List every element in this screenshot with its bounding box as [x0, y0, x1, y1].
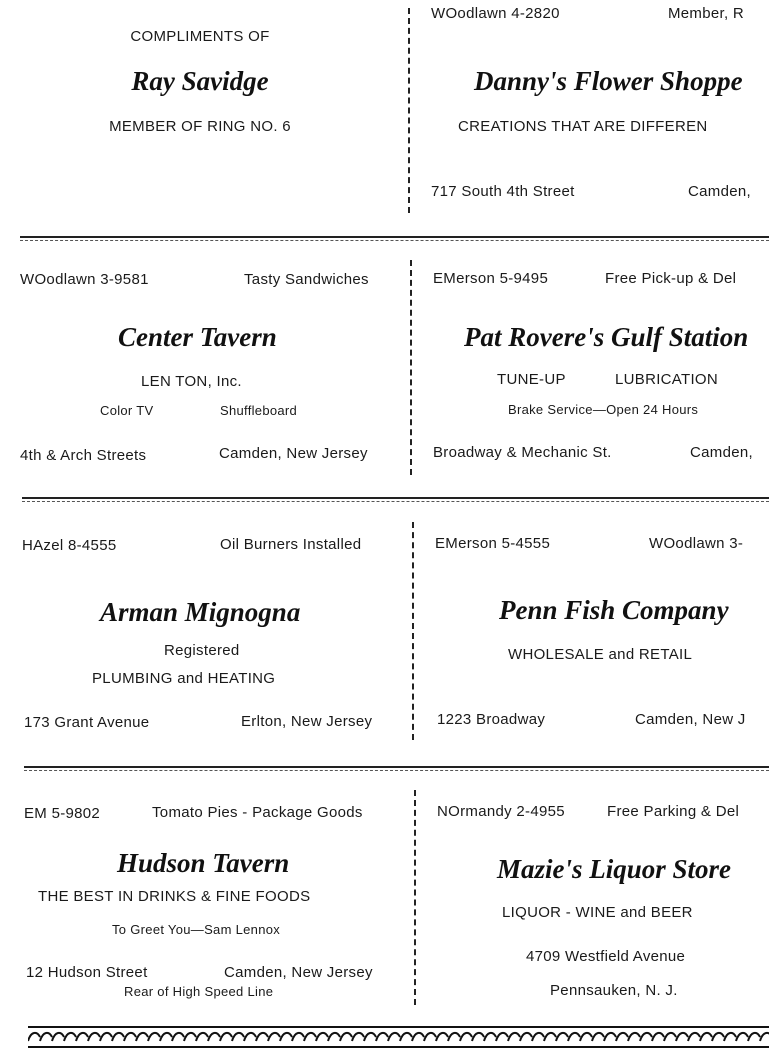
column-divider-row4: [414, 790, 416, 1005]
header-right-text: Member, R: [668, 5, 745, 22]
ad-title: Ray Savidge: [131, 66, 269, 96]
row-divider-3: [24, 766, 769, 768]
phone-number: EMerson 5-4555: [435, 535, 551, 552]
row-divider-1: [20, 236, 769, 238]
decorative-border: [28, 1024, 769, 1050]
ad-title: Arman Mignogna: [100, 597, 301, 627]
address: 173 Grant Avenue: [24, 714, 150, 731]
column-divider-row2: [410, 260, 412, 475]
header-right-text: Free Parking & Del: [607, 803, 740, 820]
ad-penn-fish-company: [422, 505, 769, 760]
phone-number: HAzel 8-4555: [22, 537, 117, 554]
header-right-text: WOodlawn 3-: [649, 535, 744, 552]
city: Camden,: [688, 183, 751, 200]
compliments-text: COMPLIMENTS OF: [130, 28, 270, 45]
tagline: CREATIONS THAT ARE DIFFEREN: [458, 118, 708, 135]
header-right-text: Tomato Pies - Package Goods: [152, 804, 363, 821]
service-lubrication: LUBRICATION: [615, 371, 719, 388]
phone-number: WOodlawn 3-9581: [20, 271, 149, 288]
city: Pennsauken, N. J.: [550, 982, 678, 999]
address: 12 Hudson Street: [26, 964, 148, 981]
ad-title: Danny's Flower Shoppe: [474, 66, 743, 96]
address: Broadway & Mechanic St.: [433, 444, 612, 461]
phone-number: NOrmandy 2-4955: [437, 803, 565, 820]
service-tune-up: TUNE-UP: [497, 371, 566, 388]
address: 1223 Broadway: [437, 711, 546, 728]
service-text: PLUMBING and HEATING: [92, 670, 276, 687]
ad-ray-savidge: [0, 0, 400, 230]
header-right-text: Oil Burners Installed: [220, 536, 362, 553]
phone-number: EMerson 5-9495: [433, 270, 549, 287]
membership-text: MEMBER OF RING NO. 6: [109, 118, 291, 135]
wave-pattern: [28, 1033, 769, 1041]
city: Camden, New J: [635, 711, 746, 728]
company-text: LEN TON, Inc.: [141, 373, 242, 390]
location-note: Rear of High Speed Line: [124, 984, 274, 999]
city: Camden,: [690, 444, 753, 461]
registered-text: Registered: [164, 642, 240, 659]
address: 4th & Arch Streets: [20, 447, 147, 464]
ad-pat-roveres-gulf-station: [420, 244, 769, 494]
ad-dannys-flower-shoppe: [418, 0, 769, 230]
tagline: LIQUOR - WINE and BEER: [502, 904, 693, 921]
feature-shuffleboard: Shuffleboard: [220, 403, 298, 418]
greeting-text: To Greet You—Sam Lennox: [112, 922, 281, 937]
column-divider-row1: [408, 8, 410, 213]
ad-title: Penn Fish Company: [499, 595, 729, 625]
address: 717 South 4th Street: [431, 183, 575, 200]
header-right-text: Free Pick-up & Del: [605, 270, 737, 287]
header-right-text: Tasty Sandwiches: [244, 271, 369, 288]
ad-title: Center Tavern: [118, 322, 277, 352]
ad-title: Pat Rovere's Gulf Station: [464, 322, 749, 352]
tagline: WHOLESALE and RETAIL: [508, 646, 693, 663]
row-divider-2: [22, 497, 769, 499]
ad-title: Hudson Tavern: [117, 848, 290, 878]
ad-hudson-tavern: [0, 774, 408, 1019]
ad-title: Mazie's Liquor Store: [497, 854, 732, 884]
column-divider-row3: [412, 522, 414, 740]
phone-number: EM 5-9802: [24, 805, 101, 822]
address: 4709 Westfield Avenue: [526, 948, 686, 965]
city: Camden, New Jersey: [219, 445, 368, 462]
service-hours: Brake Service—Open 24 Hours: [508, 402, 699, 417]
ad-arman-mignogna: [0, 505, 406, 760]
feature-color-tv: Color TV: [100, 403, 154, 418]
ad-center-tavern: [0, 244, 404, 494]
tagline: THE BEST IN DRINKS & FINE FOODS: [38, 888, 311, 905]
city: Erlton, New Jersey: [241, 713, 373, 730]
city: Camden, New Jersey: [224, 964, 373, 981]
phone-number: WOodlawn 4-2820: [431, 5, 560, 22]
ad-mazies-liquor-store: [424, 774, 769, 1019]
